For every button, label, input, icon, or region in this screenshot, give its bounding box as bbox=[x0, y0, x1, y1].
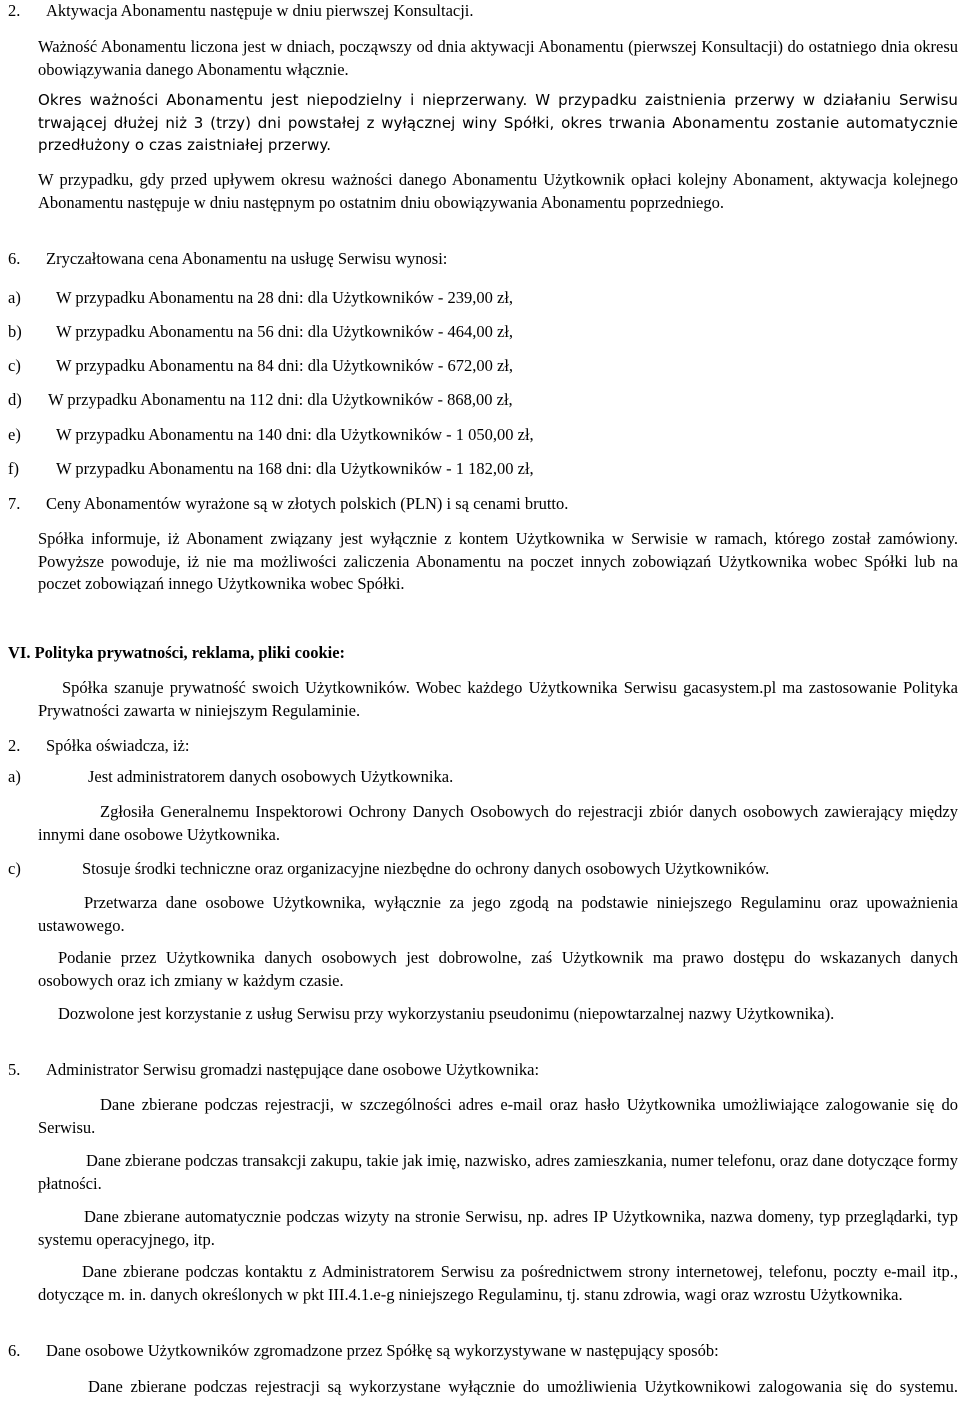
privacy-item-2a bbox=[8, 766, 958, 789]
privacy-item-5d bbox=[8, 1261, 958, 1306]
item-text: Zgłosiła Generalnemu Inspektorowi Ochrony Danych Osobowych do rejestracji zbiór danych osobowych zawierający między innymi dane osobowe Użytkownika. bbox=[38, 802, 958, 844]
item-letter bbox=[8, 1094, 100, 1117]
item-number: 6. bbox=[8, 249, 21, 268]
item-letter: a) bbox=[8, 767, 21, 786]
privacy-item-5b bbox=[8, 1150, 958, 1195]
privacy-paragraph-2 bbox=[8, 735, 958, 758]
item-text: W przypadku Abonamentu na 56 dni: dla Użytkowników - 464,00 zł, bbox=[56, 322, 514, 341]
item-number bbox=[8, 36, 38, 59]
item-text: Dane zbierane podczas rejestracji są wykorzystane wyłącznie do umożliwienia Użytkownikowi zalogowania się do systemu. bbox=[88, 1377, 958, 1396]
paragraph-6 bbox=[8, 248, 958, 271]
price-item-a bbox=[8, 287, 958, 310]
item-text: Spółka oświadcza, iż: bbox=[46, 736, 190, 755]
item-text: Dane zbierane podczas rejestracji, w szczególności adres e-mail oraz hasło Użytkownika umożliwiające zalogowanie się do Serwisu. bbox=[38, 1095, 958, 1137]
item-letter: c) bbox=[8, 356, 21, 375]
item-text: W przypadku Abonamentu na 28 dni: dla Użytkowników - 239,00 zł, bbox=[56, 288, 514, 307]
item-letter: b) bbox=[8, 322, 22, 341]
privacy-paragraph-3 bbox=[8, 947, 958, 992]
item-number bbox=[8, 89, 38, 112]
item-text: W przypadku Abonamentu na 168 dni: dla Użytkowników - 1 182,00 zł, bbox=[56, 459, 534, 478]
item-text: Stosuje środki techniczne oraz organizacyjne niezbędne do ochrony danych osobowych Użytkowników. bbox=[82, 859, 770, 878]
item-letter bbox=[8, 1150, 86, 1173]
item-text: Jest administratorem danych osobowych Użytkownika. bbox=[88, 767, 454, 786]
item-number bbox=[8, 1003, 58, 1026]
item-text: Okres ważności Abonamentu jest niepodzielny i nieprzerwany. W przypadku zaistnienia przerwy w działaniu Serwisu trwającej dłużej niż 3 (trzy) dni powstałej z wyłącznej winy Spółki, okres trwania Abonamentu zostanie automatycznie przedłużony o czas zaistniałej przerwy. bbox=[38, 91, 958, 154]
item-letter: d) bbox=[8, 390, 22, 409]
item-text: Aktywacja Abonamentu następuje w dniu pierwszej Konsultacji. bbox=[46, 1, 474, 20]
privacy-item-2d bbox=[8, 892, 958, 937]
item-text: Przetwarza dane osobowe Użytkownika, wyłącznie za jego zgodą na podstawie niniejszego Regulaminu oraz upoważnienia ustawowego. bbox=[38, 893, 958, 935]
item-letter: f) bbox=[8, 459, 19, 478]
paragraph-7 bbox=[8, 493, 958, 516]
paragraph-8 bbox=[8, 528, 958, 596]
price-item-f bbox=[8, 458, 958, 481]
privacy-paragraph-5 bbox=[8, 1059, 958, 1082]
item-number bbox=[8, 528, 38, 551]
privacy-item-2b bbox=[8, 801, 958, 846]
item-text: W przypadku Abonamentu na 140 dni: dla Użytkowników - 1 050,00 zł, bbox=[56, 425, 534, 444]
item-number bbox=[8, 677, 62, 700]
item-number: 7. bbox=[8, 494, 21, 513]
privacy-item-5c bbox=[8, 1206, 958, 1251]
item-number: 2. bbox=[8, 1, 21, 20]
item-text: Administrator Serwisu gromadzi następujące dane osobowe Użytkownika: bbox=[46, 1060, 540, 1079]
section-title: VI. Polityka prywatności, reklama, pliki cookie: bbox=[8, 643, 346, 662]
item-text: Dane zbierane automatycznie podczas wizyty na stronie Serwisu, np. adres IP Użytkownika, nazwa domeny, typ przeglądarki, typ systemu operacyjnego, itp. bbox=[38, 1207, 958, 1249]
item-letter bbox=[8, 801, 100, 824]
item-text: Dozwolone jest korzystanie z usług Serwisu przy wykorzystaniu pseudonimu (niepowtarzalnej nazwy Użytkownika). bbox=[58, 1004, 835, 1023]
item-text: Ceny Abonamentów wyrażone są w złotych polskich (PLN) i są cenami brutto. bbox=[46, 494, 569, 513]
item-text: Spółka szanuje prywatność swoich Użytkowników. Wobec każdego Użytkownika Serwisu gacasystem.pl ma zastosowanie Polityka Prywatności zawarta w niniejszym Regulaminie. bbox=[38, 678, 958, 720]
privacy-paragraph-1 bbox=[8, 677, 958, 722]
item-text: W przypadku, gdy przed upływem okresu ważności danego Abonamentu Użytkownik opłaci kolejny Abonament, aktywacja kolejnego Abonamentu następuje w dniu następnym po ostatnim dniu obowiązywania Abonamentu poprzedniego. bbox=[38, 170, 958, 212]
item-text: Dane zbierane podczas kontaktu z Administratorem Serwisu za pośrednictwem strony internetowej, telefonu, poczty e-mail itp., dotyczące m. in. danych określonych w pkt III.4.1.e-g niniejszego Regulaminu, tj. stanu zdrowia, wagi oraz wzrostu Użytkownika. bbox=[38, 1262, 958, 1304]
paragraph-5 bbox=[8, 169, 958, 214]
price-item-d bbox=[8, 389, 958, 412]
paragraph-2 bbox=[8, 0, 958, 23]
privacy-paragraph-6 bbox=[8, 1340, 958, 1363]
item-letter: e) bbox=[8, 425, 21, 444]
privacy-item-5a bbox=[8, 1094, 958, 1139]
item-letter bbox=[8, 1261, 82, 1284]
item-text: Podanie przez Użytkownika danych osobowych jest dobrowolne, zaś Użytkownik ma prawo dostępu do wskazanych danych osobowych oraz ich zmiany w każdym czasie. bbox=[38, 948, 958, 990]
price-item-b bbox=[8, 321, 958, 344]
section-heading bbox=[8, 642, 958, 665]
item-text: Spółka informuje, iż Abonament związany jest wyłącznie z kontem Użytkownika w Serwisie w ramach, którego został zamówiony. Powyższe powoduje, iż nie ma możliwości zaliczenia Abonamentu na poczet innych zobowiązań Użytkownika wobec Spółki lub na poczet zobowiązań innego Użytkownika wobec Spółki. bbox=[38, 529, 958, 593]
item-text: Dane osobowe Użytkowników zgromadzone przez Spółkę są wykorzystywane w następujący sposób: bbox=[46, 1341, 719, 1360]
item-number bbox=[8, 947, 58, 970]
item-number: 6. bbox=[8, 1341, 21, 1360]
price-item-c bbox=[8, 355, 958, 378]
item-number: 5. bbox=[8, 1060, 21, 1079]
item-text: Ważność Abonamentu liczona jest w dniach, począwszy od dnia aktywacji Abonamentu (pierwszej Konsultacji) do ostatniego dnia okresu obowiązywania danego Abonamentu włącznie. bbox=[38, 37, 958, 79]
item-letter: c) bbox=[8, 859, 21, 878]
item-text: Zryczałtowana cena Abonamentu na usługę Serwisu wynosi: bbox=[46, 249, 448, 268]
item-number bbox=[8, 169, 38, 192]
privacy-paragraph-4 bbox=[8, 1003, 958, 1026]
paragraph-4 bbox=[8, 89, 958, 157]
item-letter bbox=[8, 1206, 84, 1229]
privacy-item-2c bbox=[8, 858, 958, 881]
price-item-e bbox=[8, 424, 958, 447]
item-letter: a) bbox=[8, 288, 21, 307]
item-letter bbox=[8, 892, 84, 915]
item-text: W przypadku Abonamentu na 112 dni: dla Użytkowników - 868,00 zł, bbox=[48, 390, 513, 409]
item-letter bbox=[8, 1376, 88, 1399]
item-text: Dane zbierane podczas transakcji zakupu, takie jak imię, nazwisko, adres zamieszkania, numer telefonu, oraz dane dotyczące formy płatności. bbox=[38, 1151, 958, 1193]
item-text: W przypadku Abonamentu na 84 dni: dla Użytkowników - 672,00 zł, bbox=[56, 356, 514, 375]
privacy-item-6a bbox=[8, 1376, 958, 1399]
paragraph-3 bbox=[8, 36, 958, 81]
item-number: 2. bbox=[8, 736, 21, 755]
